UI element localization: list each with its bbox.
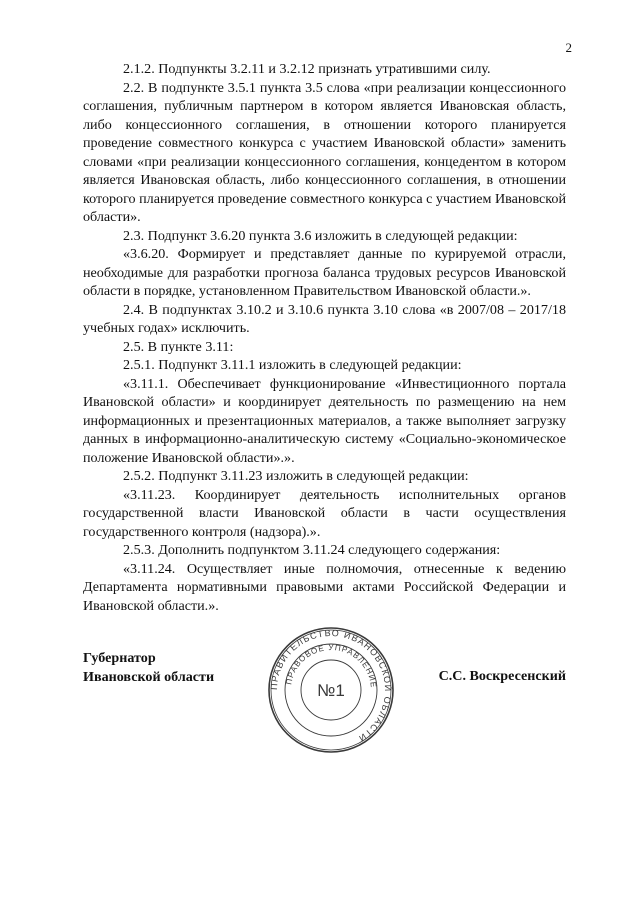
- paragraph: 2.5. В пункте 3.11:: [123, 338, 234, 355]
- signatory-title-line: Ивановской области: [83, 668, 215, 685]
- official-stamp: [266, 625, 396, 755]
- paragraph: «3.11.1. Обеспечивает функционирование «Инвестиционного портала Ивановской области» и координирует деятельность по размещению на нем информационных и презентационных материалов, а также выполняет загрузку данных в информационно-аналитическую систему «Социально-экономическое положение Ивановской области».».: [83, 375, 566, 466]
- signatory-name: С.С. Воскресенский: [438, 668, 566, 684]
- paragraph: 2.2. В подпункте 3.5.1 пункта 3.5 слова «при реализации концессионного соглашения, публичным партнером в котором является Ивановская область, либо концессионного соглашения, в отношении которого планируется проведение совместного конкурса с участием Ивановской области» заменить словами «при реализации концессионного соглашения, концедентом в котором является Ивановская область, либо концессионного соглашения, в отношении которого планируется проведение совместного конкурса с участием Ивановской области».: [83, 79, 566, 225]
- paragraph: 2.4. В подпунктах 3.10.2 и 3.10.6 пункта 3.10 слова «в 2007/08 – 2017/18 учебных годах» исключить.: [83, 301, 566, 336]
- page-number: 2: [565, 40, 572, 55]
- paragraph: «3.11.24. Осуществляет иные полномочия, отнесенные к ведению Департамента нормативными правовыми актами Российской Федерации и Ивановской области.».: [83, 560, 566, 614]
- paragraph: 2.5.2. Подпункт 3.11.23 изложить в следующей редакции:: [123, 468, 469, 484]
- stamp-inner-text: ПРАВОВОЕ УПРАВЛЕНИЕ: [284, 642, 379, 689]
- signatory-title: [83, 649, 214, 686]
- paragraph: «3.6.20. Формирует и представляет данные по курируемой отрасли, необходимые для разработки прогноза баланса трудовых ресурсов Ивановской области в порядке, установленном Правительством Ивановской области.».: [83, 246, 566, 299]
- paragraph: 2.5.3. Дополнить подпунктом 3.11.24 следующего содержания:: [123, 542, 501, 558]
- stamp-center-text: №1: [317, 681, 345, 700]
- paragraph: 2.3. Подпункт 3.6.20 пункта 3.6 изложить в следующей редакции:: [123, 227, 518, 244]
- document-body: [83, 60, 566, 615]
- paragraph: 2.5.1. Подпункт 3.11.1 изложить в следующей редакции:: [123, 357, 462, 373]
- paragraph: «3.11.23. Координирует деятельность исполнительных органов государственной власти Ивановской области в части осуществления государственного контроля (надзора).».: [83, 486, 566, 540]
- paragraph: 2.1.2. Подпункты 3.2.11 и 3.2.12 признать утратившими силу.: [123, 61, 491, 77]
- stamp-seal-icon: [266, 625, 396, 755]
- signature-block: [83, 627, 566, 745]
- stamp-outer-text: ПРАВИТЕЛЬСТВО ИВАНОВСКОЙ ОБЛАСТИ: [268, 627, 394, 744]
- signatory-title-line: Губернатор: [83, 650, 156, 666]
